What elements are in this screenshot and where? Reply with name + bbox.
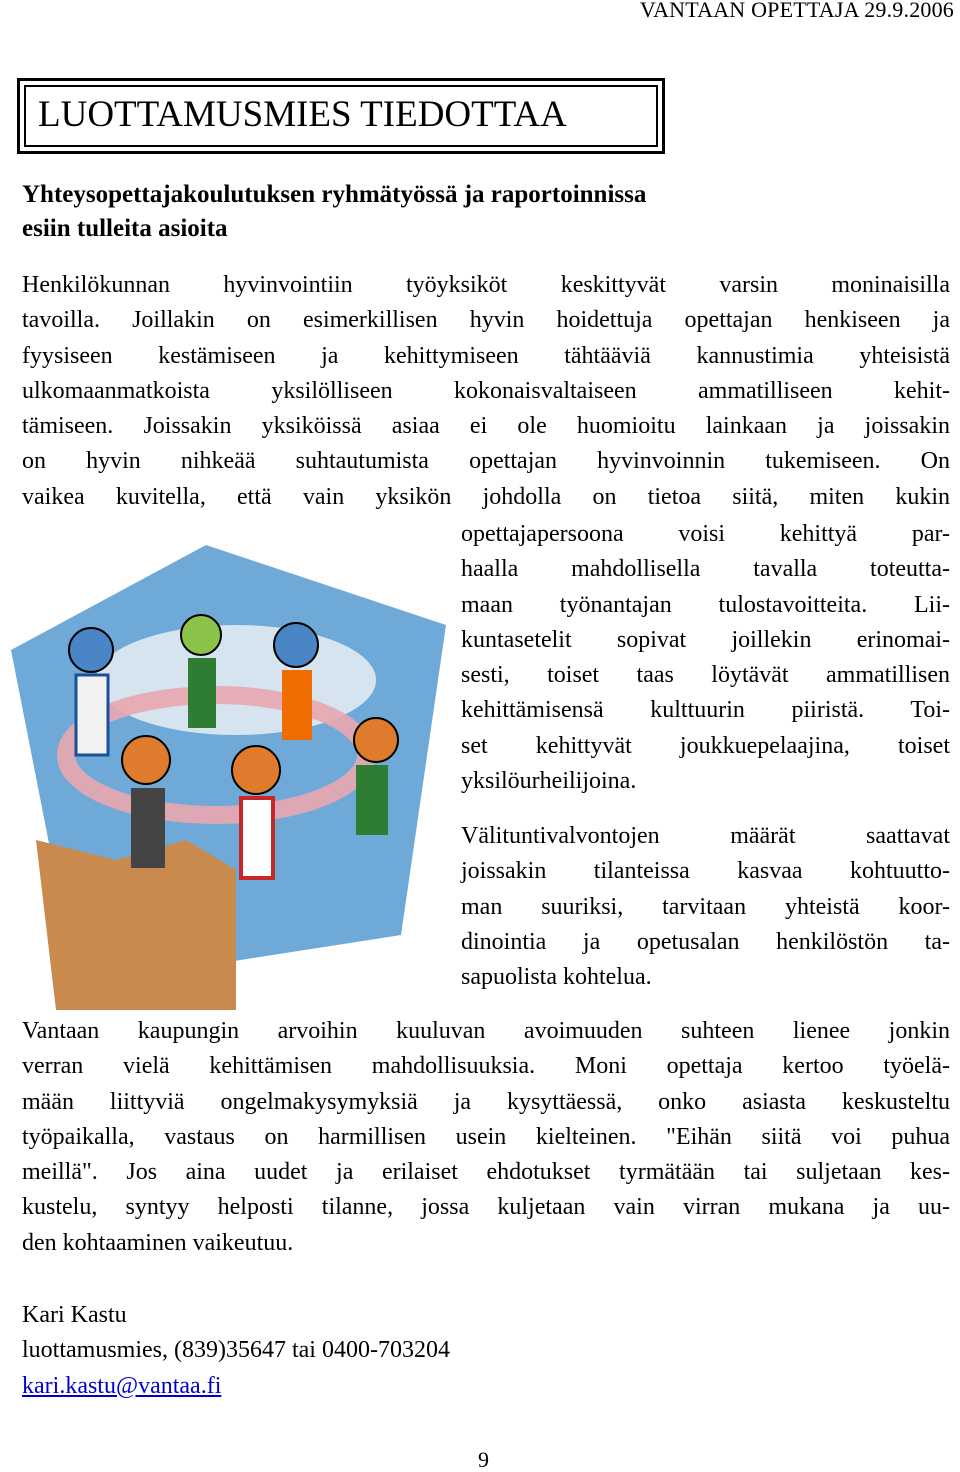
text-line: yksilöurheilijoina. bbox=[461, 768, 637, 795]
text-line: kehittämisensä kulttuurin piiristä. Toi- bbox=[461, 697, 950, 724]
text-line: ulkomaanmatkoista yksilölliseen kokonaisvaltaiseen ammatilliseen kehit- bbox=[22, 377, 950, 404]
page-title: LUOTTAMUSMIES TIEDOTTAA bbox=[38, 94, 567, 135]
subheading-line-1: Yhteysopettajakoulutuksen ryhmätyössä ja raportoinnissa bbox=[22, 181, 647, 208]
text-line: maan työnantajan tulostavoitteita. Lii- bbox=[461, 591, 950, 618]
illustration-people-circle bbox=[6, 540, 458, 1010]
text-line: työpaikalla, vastaus on harmillisen usein kielteinen. "Eihän siitä voi puhua bbox=[22, 1123, 950, 1150]
signature-block bbox=[22, 1298, 450, 1404]
text-line: den kohtaaminen vaikeutuu. bbox=[22, 1229, 294, 1256]
email-link[interactable]: kari.kastu@vantaa.fi bbox=[22, 1372, 222, 1399]
text-line: Vantaan kaupungin arvoihin kuuluvan avoimuuden suhteen lienee jonkin bbox=[22, 1018, 950, 1044]
text-line: kustelu, syntyy helposti tilanne, jossa kuljetaan vain virran mukana ja uu- bbox=[22, 1194, 950, 1221]
text-line: sesti, toiset taas löytävät ammatillisen bbox=[461, 662, 950, 689]
text-line: tämiseen. Joissakin yksiköissä asiaa ei ole huomioitu lainkaan ja joissakin bbox=[22, 413, 950, 440]
text-line: vaikea kuvitella, että vain yksikön johdolla on tietoa siitä, miten kukin bbox=[22, 483, 950, 510]
title-box bbox=[17, 78, 665, 154]
subheading-line-2: esiin tulleita asioita bbox=[22, 215, 228, 242]
signature-name: Kari Kastu bbox=[22, 1302, 127, 1328]
text-line: tavoilla. Joillakin on esimerkillisen hyvin hoidettuja opettajan henkiseen ja bbox=[22, 307, 950, 334]
text-line: haalla mahdollisella tavalla toteutta- bbox=[461, 556, 950, 583]
text-line: meillä". Jos aina uudet ja erilaiset ehdotukset tyrmätään tai suljetaan kes- bbox=[22, 1159, 950, 1186]
text-line: Henkilökunnan hyvinvointiin työyksiköt keskittyvät varsin moninaisilla bbox=[22, 272, 950, 298]
page-number: 9 bbox=[478, 1447, 489, 1472]
text-line: set kehittyvät joukkuepelaajina, toiset bbox=[461, 732, 950, 759]
signature-role: luottamusmies, (839)35647 tai 0400-703204 bbox=[22, 1337, 450, 1364]
text-line: verran vielä kehittämisen mahdollisuuksia. Moni opettaja kertoo työelä- bbox=[22, 1053, 950, 1080]
person-figure bbox=[69, 628, 113, 755]
text-line: dinointia ja opetusalan henkilöstön ta- bbox=[461, 928, 950, 955]
text-line: on hyvin nihkeää suhtautumista opettajan hyvinvoinnin tukemiseen. On bbox=[22, 448, 950, 475]
text-line: fyysiseen kestämiseen ja kehittymiseen tähtääviä kannustimia yhteisistä bbox=[22, 342, 950, 369]
paragraph-1 bbox=[22, 268, 950, 515]
column-paragraph-2 bbox=[461, 819, 950, 995]
text-line: joissakin tilanteissa kasvaa kohtuutto- bbox=[461, 858, 950, 885]
text-line: mään liittyviä ongelmakysymyksiä ja kysyttäessä, onko asiasta keskusteltu bbox=[22, 1088, 950, 1115]
text-line: man suuriksi, tarvitaan yhteistä koor- bbox=[461, 893, 950, 920]
column-paragraph-1 bbox=[461, 517, 950, 799]
text-line: Välituntivalvontojen määrät saattavat bbox=[461, 823, 950, 849]
text-line: opettajapersoona voisi kehittyä par- bbox=[461, 521, 950, 547]
subheading bbox=[22, 178, 782, 246]
person-figure bbox=[232, 746, 280, 878]
text-line: kuntasetelit sopivat joillekin erinomai- bbox=[461, 626, 950, 653]
page-header: VANTAAN OPETTAJA 29.9.2006 bbox=[639, 0, 954, 22]
paragraph-3 bbox=[22, 1014, 950, 1261]
text-line: sapuolista kohtelua. bbox=[461, 964, 652, 991]
